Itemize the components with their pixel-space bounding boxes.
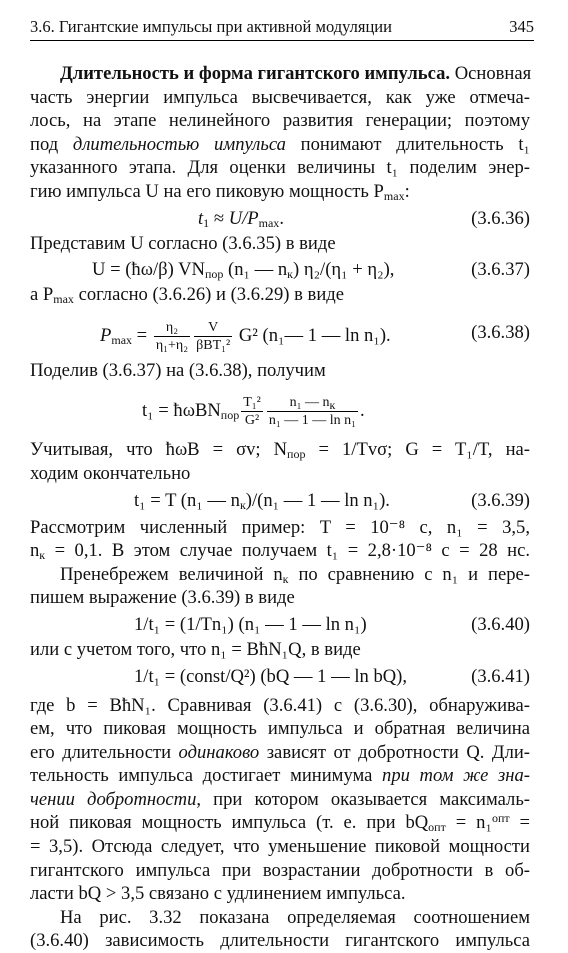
- running-header: [30, 14, 534, 41]
- denominator: G²: [244, 413, 260, 429]
- subscript: max: [111, 332, 133, 347]
- text-run: Пренебрежем величиной n: [60, 563, 283, 585]
- text-line: Рассмотрим численный пример: T = 10⁻⁸ с, n₁ = 3,5,: [30, 516, 530, 538]
- text-line: [30, 563, 530, 587]
- equation-3-6-39: [30, 486, 530, 516]
- emphasis: одинаково: [178, 741, 260, 763]
- fraction: [154, 319, 190, 354]
- text-run: его длительности: [30, 741, 179, 763]
- relation: =: [132, 324, 152, 346]
- equation-number: (3.6.37): [471, 259, 530, 281]
- text-line: Поделив (3.6.37) на (3.6.38), получим: [30, 359, 326, 381]
- text-run: тельность импульса достигает минимума: [30, 765, 383, 787]
- text-line: или с учетом того, что n₁ = BħN₁Q, в виде: [30, 638, 361, 660]
- text-line: ем, что пиковая мощность импульса и обратная величина: [30, 718, 530, 740]
- numerator-run: n₁ — n: [289, 395, 330, 411]
- text-line: где b = BħN₁. Сравнивая (3.6.41) с (3.6.30), обнаружива-: [30, 694, 530, 716]
- text-run: Учитывая, что ħωB = σv; N: [30, 439, 288, 461]
- formula-run: t₁ = ħωBN: [142, 400, 221, 422]
- fraction: [194, 319, 232, 354]
- text-line: [30, 788, 530, 812]
- formula: [92, 258, 394, 282]
- subscript: опт: [428, 820, 446, 835]
- denominator: βBT₁²: [196, 337, 231, 353]
- subscript: max: [383, 188, 405, 203]
- text-line: = 3,5). Отсюда следует, что уменьшение пиковой мощности: [30, 836, 530, 858]
- body-text: [30, 62, 530, 953]
- page-number: 345: [509, 17, 534, 36]
- text-line: ходим окончательно: [30, 462, 191, 484]
- formula-run: t₁ = T (n₁ — n: [134, 489, 240, 511]
- equation-number: (3.6.41): [471, 665, 530, 687]
- superscript: опт: [491, 811, 510, 826]
- text-run: а P: [30, 284, 54, 306]
- equation-3-6-36: [30, 204, 530, 232]
- symbol: t: [198, 207, 204, 229]
- formula: [142, 394, 365, 429]
- text-run: понимают длительность t₁: [285, 133, 530, 155]
- fraction: [241, 394, 263, 429]
- text-run: :: [404, 180, 410, 202]
- numerator: T₁²: [243, 395, 261, 411]
- subscript: пор: [204, 267, 224, 282]
- numerator: η₂: [154, 319, 190, 337]
- text-line: [30, 764, 530, 788]
- text-line: часть энергии импульса высвечивается, как уже отмеча-: [30, 86, 530, 108]
- subscript: max: [258, 215, 280, 230]
- text-run: зависят от добротности Q. Дли-: [259, 741, 530, 763]
- section-title: 3.6. Гигантские импульсы при активной модуляции: [30, 17, 392, 36]
- formula-run: (n₁ — n: [223, 259, 288, 281]
- formula-run: G² (n₁— 1 — ln n₁).: [234, 324, 391, 346]
- equation-number: (3.6.39): [471, 489, 530, 511]
- text-run: ной пиковая мощность импульса (т. е. при bQ: [30, 812, 429, 834]
- text-line: [30, 283, 530, 307]
- text-line: [30, 62, 530, 86]
- text-line: пишем выражение (3.6.39) в виде: [30, 587, 295, 609]
- relation: ≈: [209, 207, 229, 229]
- denominator: η₁+η₂: [155, 337, 189, 353]
- text-line: [30, 438, 530, 462]
- text-line: [30, 180, 530, 204]
- equation-number: (3.6.40): [471, 613, 530, 635]
- text-run: по сравнению с n₁ и пере-: [288, 563, 530, 585]
- equation-number: (3.6.38): [471, 321, 530, 343]
- subscript: к: [282, 571, 289, 586]
- text-line: ласти bQ > 3,5 связано с удлинением импульса.: [30, 883, 406, 905]
- punct: .: [360, 400, 365, 422]
- formula: [134, 489, 390, 513]
- formula-run: )/(n₁ — 1 — ln n₁).: [245, 489, 390, 511]
- emphasis: при том же зна-: [382, 765, 530, 787]
- punct: .: [279, 207, 284, 229]
- formula: 1/t₁ = (const/Q²) (bQ — 1 — ln bQ),: [134, 665, 408, 687]
- text-run: = n₁: [445, 812, 492, 834]
- text-line: гигантского импульса при возрастании добротности в об-: [30, 859, 530, 881]
- formula-run: ) η₂/(η₁ + η₂),: [293, 259, 395, 281]
- text-line: указанного этапа. Для оценки величины t₁ поделим энер-: [30, 157, 530, 179]
- text-run: под: [30, 133, 73, 155]
- text-line: [30, 539, 530, 563]
- equation-3-6-37: [30, 255, 530, 283]
- text-run: согласно (3.6.26) и (3.6.29) в виде: [73, 284, 344, 306]
- subscript: к: [287, 267, 294, 282]
- text-line: [30, 133, 530, 157]
- equation-3-6-38: [30, 307, 530, 359]
- subscript: к: [39, 548, 46, 563]
- subscript: пор: [287, 447, 306, 462]
- denominator: n₁ — 1 — ln n₁: [268, 413, 357, 429]
- emphasis: чении добротности: [30, 788, 197, 810]
- text-run: , при котором оказывается максималь-: [196, 788, 531, 810]
- emphasis: длительностью импульса: [72, 133, 286, 155]
- text-run: Основная: [450, 63, 532, 84]
- run-in-heading: Длительность и форма гигантского импульса.: [60, 63, 451, 84]
- equation-3-6-41: [30, 662, 530, 694]
- text-line: [30, 811, 530, 835]
- subscript: max: [53, 292, 74, 307]
- text-line: На рис. 3.32 показана определяемая соотношением: [60, 906, 530, 928]
- formula: 1/t₁ = (1/Tn₁) (n₁ — 1 — ln n₁): [134, 613, 367, 635]
- equation-number: (3.6.36): [471, 207, 530, 229]
- fraction: [267, 394, 358, 429]
- formula: [100, 319, 391, 354]
- text-run: n: [30, 540, 40, 562]
- formula-run: U = (ħω/β) VN: [92, 259, 205, 281]
- text-line: (3.6.40) зависимость длительности гигантского импульса: [30, 930, 530, 952]
- numerator: V: [194, 319, 232, 337]
- text-line: [30, 741, 530, 765]
- text-run: = 0,1. В этом случае получаем t₁ = 2,8·10⁻⁸ с = 28 нс.: [45, 540, 530, 562]
- formula: [198, 207, 284, 231]
- text-run: = 1/Tvσ; G = T₁/T, на-: [305, 439, 530, 461]
- subscript: пор: [220, 408, 240, 423]
- subscript: 1: [203, 215, 210, 230]
- text-line: лось, на этапе нелинейного развития генерации; поэтому: [30, 110, 530, 132]
- text-run: гию импульса U на его пиковую мощность P: [30, 180, 384, 202]
- numerator: [267, 394, 358, 412]
- symbol: P: [100, 324, 112, 346]
- subscript: к: [239, 497, 246, 512]
- equation-t1: [30, 382, 530, 438]
- text-line: Представим U согласно (3.6.35) в виде: [30, 232, 336, 254]
- equation-3-6-40: [30, 610, 530, 638]
- text-run: =: [509, 812, 531, 834]
- symbol: U/P: [228, 207, 259, 229]
- subscript: к: [329, 398, 336, 413]
